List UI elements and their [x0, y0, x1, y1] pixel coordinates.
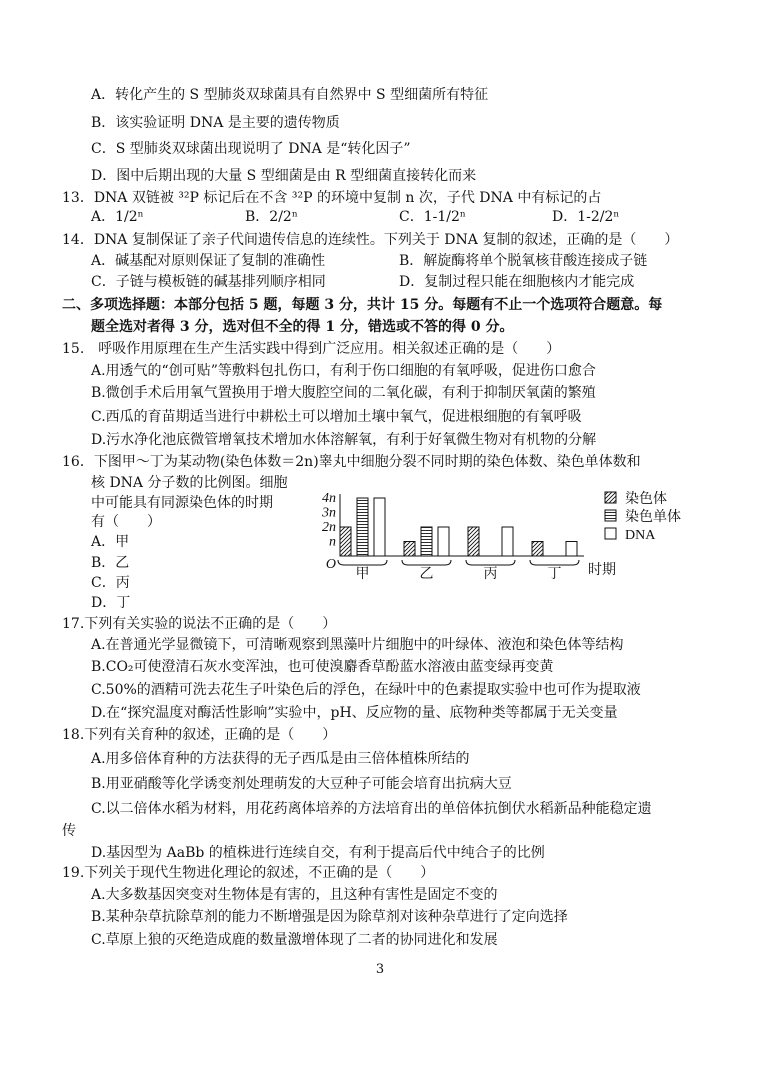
x-tick-label: 丙 [483, 567, 498, 582]
bar-染色体-丁 [532, 542, 543, 557]
q13-option-d: D．1-2/2ⁿ [552, 209, 620, 225]
q16-option-c: C．丙 [91, 575, 130, 591]
x-tick-label: 丁 [547, 567, 562, 582]
q19-option-b: B.某种杂草抗除草剂的能力不断增强是因为除草剂对该种杂草进行了定向选择 [91, 909, 568, 925]
legend-swatch [605, 510, 616, 521]
q12-option-b: B．该实验证明 DNA 是主要的遗传物质 [91, 115, 340, 131]
q19-option-a: A.大多数基因突变对生物体是有害的，且这种有害性是固定不变的 [91, 887, 498, 903]
q17-option-a: A.在普通光学显微镜下，可清晰观察到黑藻叶片细胞中的叶绿体、液泡和染色体等结构 [91, 637, 624, 653]
y-tick-label: 4n [322, 491, 336, 506]
bar-DNA-甲 [374, 498, 385, 556]
q16-option-a: A．甲 [91, 534, 130, 550]
q18-option-c-cont: 传 [62, 823, 76, 839]
q15-option-a: A.用透气的“创可贴”等敷料包扎伤口，有利于伤口细胞的有氧呼吸，促进伤口愈合 [91, 363, 596, 379]
q15-stem: 15. 呼吸作用原理在生产生活实践中得到广泛应用。相关叙述正确的是（ ） [62, 341, 561, 357]
bar-染色体-丙 [468, 527, 479, 556]
q16-stem-line3: 中可能具有同源染色体的时期 [91, 495, 273, 511]
q17-option-c: C.50%的酒精可洗去花生子叶染色后的浮色，在绿叶中的色素提取实验中也可作为提取液 [91, 682, 641, 698]
bar-DNA-丁 [566, 542, 577, 557]
bar-染色体-甲 [340, 527, 351, 556]
q12-option-a: A．转化产生的 S 型肺炎双球菌具有自然界中 S 型细菌所有特征 [91, 87, 489, 103]
q12-option-d: D．图中后期出现的大量 S 型细菌是由 R 型细菌直接转化而来 [91, 168, 477, 184]
legend-label: DNA [625, 528, 656, 543]
q14-option-b: B．解旋酶将单个脱氧核苷酸连接成子链 [399, 253, 648, 269]
q14-option-d: D．复制过程只能在细胞核内才能完成 [399, 274, 635, 290]
page-number: 3 [375, 962, 385, 977]
q19-stem: 19.下列关于现代生物进化理论的叙述，不正确的是（ ） [62, 865, 435, 881]
category-bracket [466, 560, 515, 565]
q15-option-d: D.污水净化池底微管增氧技术增加水体溶解氧，有利于好氧微生物对有机物的分解 [91, 432, 597, 448]
y-tick-label: O [325, 557, 336, 572]
bar-染色单体-甲 [357, 498, 368, 556]
x-tick-label: 甲 [355, 567, 370, 582]
q14-option-c: C．子链与模板链的碱基排列顺序相同 [91, 274, 326, 290]
category-bracket [530, 560, 579, 565]
legend-label: 染色体 [625, 492, 667, 507]
q19-option-c: C.草原上狼的灭绝造成鹿的数量激增体现了二者的协同进化和发展 [91, 932, 498, 948]
legend-label: 染色单体 [625, 510, 681, 525]
bar-DNA-丙 [502, 527, 513, 556]
legend-swatch [605, 528, 616, 539]
section-2-heading-cont: 题全选对者得 3 分，选对但不全的得 1 分，错选或不答的得 0 分。 [91, 319, 514, 335]
q15-option-c: C.西瓜的育苗期适当进行中耕松土可以增加土壤中氧气，促进根细胞的有氧呼吸 [91, 409, 582, 425]
category-bracket [338, 560, 387, 565]
q16-stem-line2: 核 DNA 分子数的比例图。细胞 [91, 475, 288, 491]
q14-option-a: A．碱基配对原则保证了复制的准确性 [91, 253, 326, 269]
legend-swatch [605, 492, 616, 503]
q15-option-b: B.微创手术后用氧气置换用于增大腹腔空间的二氧化碳，有利于抑制厌氧菌的繁殖 [91, 385, 596, 401]
q16-bar-chart [300, 484, 700, 584]
bar-DNA-乙 [438, 527, 449, 556]
y-tick-label: n [329, 534, 336, 550]
q17-stem: 17.下列有关实验的说法不正确的是（ ） [62, 616, 337, 632]
q16-option-d: D．丁 [91, 595, 131, 611]
q18-option-c: C.以二倍体水稻为材料，用花药离体培养的方法培育出的单倍体抗倒伏水稻新品种能稳定遗 [91, 801, 652, 817]
q18-option-a: A.用多倍体育种的方法获得的无子西瓜是由三倍体植株所结的 [91, 751, 470, 767]
q13-stem: 13．DNA 双链被 ³²P 标记后在不含 ³²P 的环境中复制 n 次，子代 DNA 中有标记的占 [62, 190, 602, 206]
bar-染色体-乙 [404, 542, 415, 557]
q18-stem: 18.下列有关育种的叙述，正确的是（ ） [62, 727, 337, 743]
q18-option-d: D.基因型为 AaBb 的植株进行连续自交，有利于提高后代中纯合子的比例 [91, 845, 545, 861]
q18-option-b: B.用亚硝酸等化学诱变剂处理萌发的大豆种子可能会培育出抗病大豆 [91, 776, 512, 792]
category-bracket [402, 560, 451, 565]
q16-option-b: B．乙 [91, 555, 130, 571]
y-tick-label: 3n [322, 505, 336, 521]
q17-option-d: D.在“探究温度对酶活性影响”实验中，pH、反应物的量、底物种类等都属于无关变量 [91, 705, 618, 721]
section-2-heading: 二、多项选择题：本部分包括 5 题，每题 3 分，共计 15 分。每题有不止一个选项符合题意。每 [62, 297, 663, 313]
q13-option-b: B．2/2ⁿ [245, 209, 298, 225]
q17-option-b: B.CO₂可使澄清石灰水变浑浊，也可使溴麝香草酚蓝水溶液由蓝变绿再变黄 [91, 659, 554, 675]
q16-stem-line4: 有（ ） [91, 514, 161, 530]
x-tick-label: 乙 [419, 567, 434, 582]
q14-stem: 14．DNA 复制保证了亲子代间遗传信息的连续性。下列关于 DNA 复制的叙述，正确的是（ ） [62, 232, 679, 248]
q13-option-c: C．1-1/2ⁿ [399, 209, 466, 225]
x-axis-label: 时期 [588, 563, 616, 578]
bar-染色单体-乙 [421, 527, 432, 556]
q16-stem: 16．下图甲～丁为某动物(染色体数＝2n)睾丸中细胞分裂不同时期的染色体数、染色单体数和 [62, 454, 641, 470]
y-tick-label: 2n [322, 520, 336, 535]
q12-option-c: C．S 型肺炎双球菌出现说明了 DNA 是“转化因子” [91, 141, 411, 157]
q13-option-a: A．1/2ⁿ [91, 209, 144, 225]
